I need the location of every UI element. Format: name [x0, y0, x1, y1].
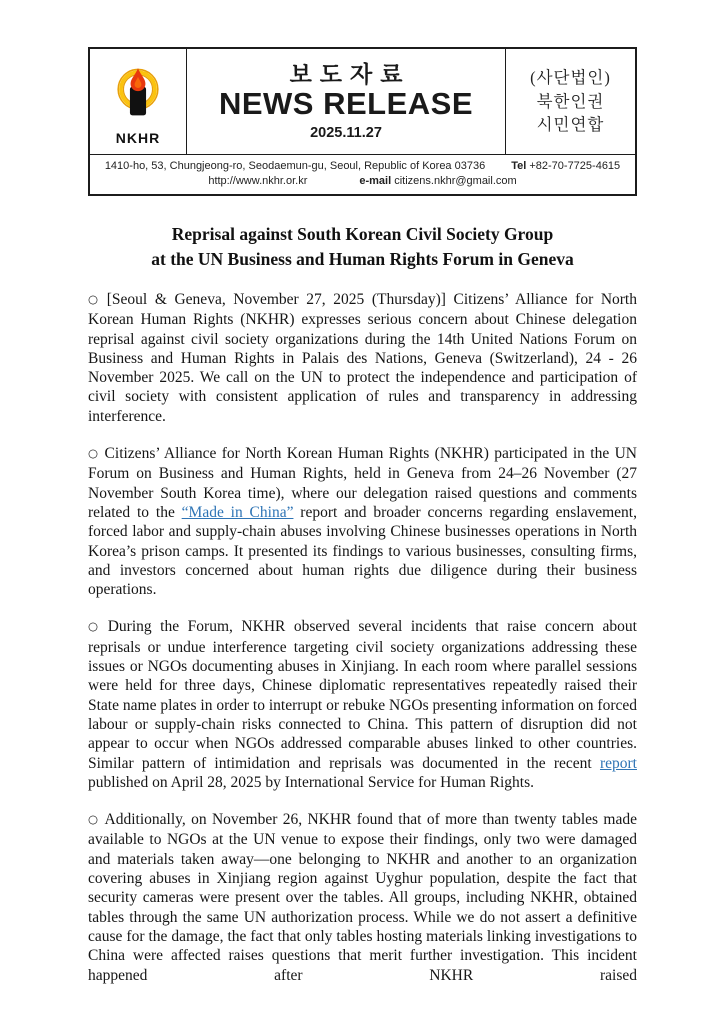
masthead-date: 2025.11.27 [310, 125, 382, 141]
email-address: citizens.nkhr@gmail.com [394, 175, 517, 187]
org-name-line3: 시민연합 [536, 115, 605, 135]
address-text: 1410-ho, 53, Chungjeong-ro, Seodaemun-gu, Seoul, Republic of Korea 03736 [104, 160, 486, 172]
document-title-line1: Reprisal against South Korean Civil Society Group [171, 224, 554, 244]
text-run: published on April 28, 2025 by International Service for Human Rights. [88, 773, 534, 791]
candle-flame-logo-icon [107, 62, 169, 129]
masthead-english-title: NEWS RELEASE [218, 86, 474, 122]
paragraph-3 [88, 617, 637, 792]
paragraph-4 [88, 810, 637, 985]
press-release-page [88, 0, 637, 985]
bullet-circle-icon: ○ [88, 618, 103, 633]
contact-row [90, 155, 635, 194]
tel-number: +82-70-7725-4615 [529, 160, 621, 172]
contact-line1 [92, 159, 633, 174]
made-in-china-report-link[interactable]: “Made in China” [181, 503, 294, 521]
bullet-circle-icon: ○ [88, 445, 100, 460]
website-url: http://www.nkhr.or.kr [208, 175, 308, 187]
bullet-circle-icon: ○ [88, 291, 102, 306]
text-run: report and broader concerns regarding enslavement, forced labor and supply-chain abuses involving Chinese businesses operations in North Korea’s prison camps. It presented its findings to various businesses, consulting firms, and investors concerned about human rights due diligence during their business operations. [88, 503, 637, 599]
org-name-line2: 북한인권 [536, 91, 605, 111]
bullet-circle-icon: ○ [88, 811, 100, 826]
paragraph-2 [88, 444, 637, 599]
logo-label: NKHR [115, 129, 161, 146]
masthead-top-row [90, 49, 635, 155]
logo-cell [90, 49, 187, 154]
text-run: Citizens’ Alliance for North Korean Human Rights (NKHR) participated in the UN Forum on Business and Human Rights, held in Geneva from 24–26 November (27 November South Korea time), where our delegation raised questions and comments related to the [88, 445, 637, 521]
paragraph-1 [88, 290, 637, 426]
press-release-body [88, 290, 637, 985]
text-run: During the Forum, NKHR observed several incidents that raise concern about reprisals or undue interference targeting civil society organizations addressing these issues or NGOs documenting abuses in Xinjiang. In each room where parallel sessions were held for three days, Chinese diplomatic representatives repeatedly raised their State name plates in order to interrupt or rebuke NGOs presenting information on forced labour or supply-chain risks connected to China. This pattern of disruption did not appear to occur when NGOs addressed comparable abuses linked to other countries. Similar pattern of intimidation and reprisals was documented in the recent [88, 618, 637, 772]
email-label: e-mail [359, 175, 392, 187]
document-title [88, 222, 637, 272]
masthead-korean-title: 보도자료 [289, 60, 411, 87]
ishr-report-link[interactable]: report [599, 754, 637, 772]
text-run: [Seoul & Geneva, November 27, 2025 (Thursday)] Citizens’ Alliance for North Korean Human Rights (NKHR) expresses serious concern about Chinese delegation reprisal against civil society organizations during the 14th United Nations Forum on Business and Human Rights in Palais des Nations, Geneva (Switzerland), 24 - 26 November 2025. We call on the UN to protect the independence and participation of civil society with consistent application of rules and transparency in addressing interference. [88, 291, 637, 425]
masthead-center-cell [187, 49, 505, 154]
contact-line2 [92, 174, 633, 189]
tel-label: Tel [511, 160, 527, 172]
document-title-line2: at the UN Business and Human Rights Forum in Geneva [151, 249, 574, 269]
text-run: Additionally, on November 26, NKHR found that of more than twenty tables made available to NGOs at the UN venue to expose their findings, only two were damaged and materials taken away—one belonging to NKHR and another to an organization covering abuses in Xinjiang region against Uyghur population, despite the fact that security cameras were present over the tables. All groups, including NKHR, obtained tables through the same UN authorization process. While we do not assert a definitive cause for the damage, the fact that only tables hosting materials linking investigations to China were affected raises questions that merit further investigation. This incident happened after NKHR raised [88, 811, 637, 984]
masthead-table [88, 47, 637, 196]
org-name-line1: (사단법인) [530, 67, 611, 87]
org-name-cell [505, 49, 635, 154]
